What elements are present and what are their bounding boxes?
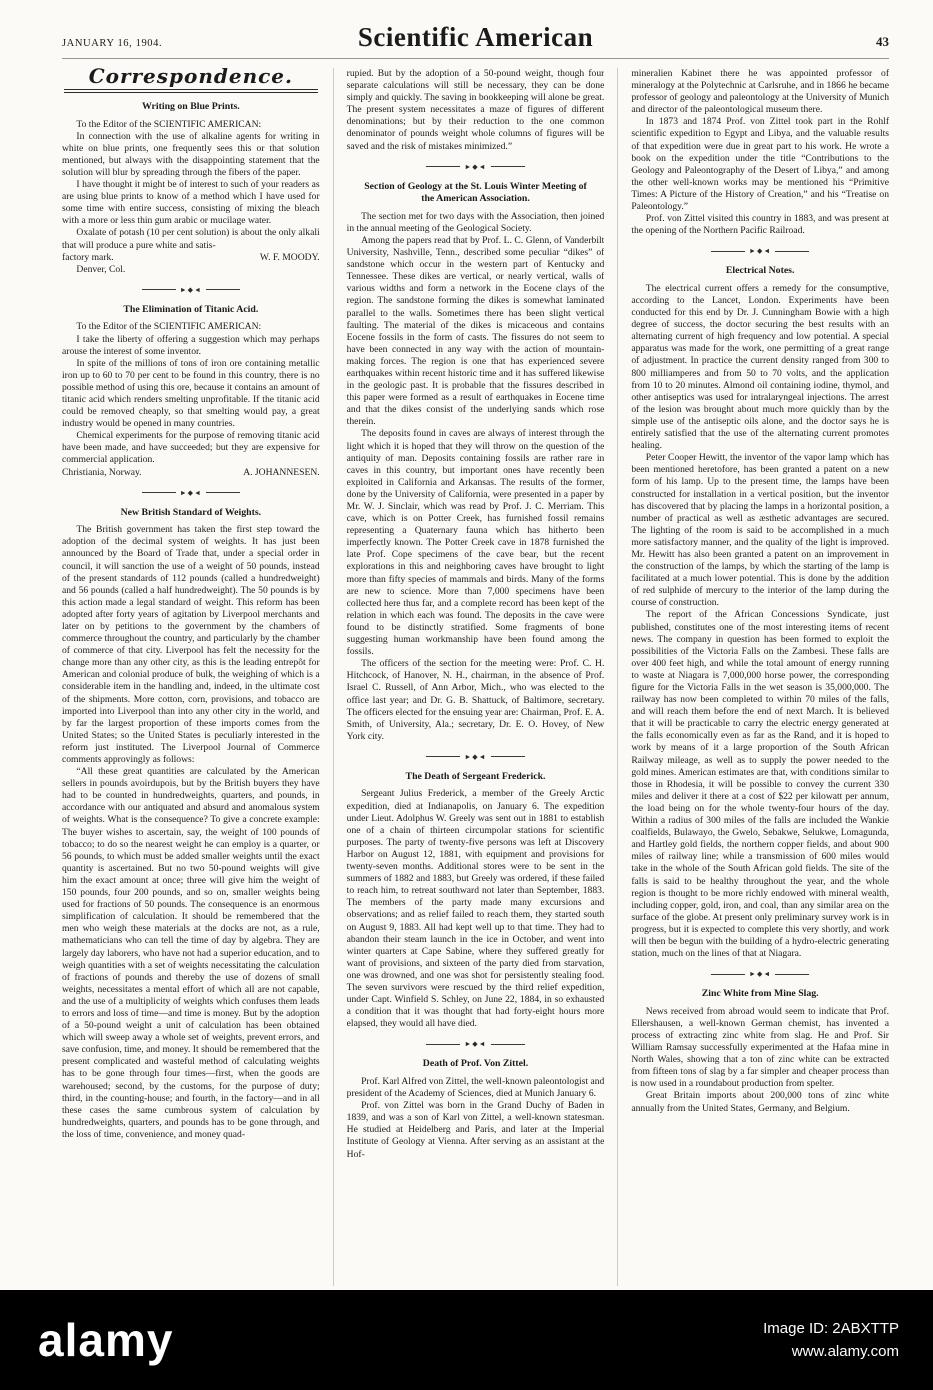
signature-line	[62, 252, 320, 264]
paragraph: The electrical current offers a remedy for the consumptive, according to the Lancet, London. Experiments have been conducted for this end by Dr. J. Cunningham Bowie with a high degree of success, the doctor securing the best results with an alternating current of high frequency and low potential. A special apparatus was made for the work, one permitting of a great range of adjustment. In practice the current density ranged from 300 to 800 milliamperes and from 50 to 70 volts, and the application from 10 to 20 minutes. Almond oil containing iodine, thymol, and other antiseptics was used for intralaryngeal injections. The arrest of the lesion was brought about much more quickly than by the simple use of the antiseptic oils alone, and the doctor says he is entirely satisfied that the use of the alternating current promotes healing.	[631, 282, 889, 452]
article-heading: Electrical Notes.	[725, 265, 795, 277]
signature-line	[62, 467, 320, 479]
article-heading: New British Standard of Weights.	[120, 506, 262, 518]
paragraph: To the Editor of the SCIENTIFIC AMERICAN:	[76, 118, 262, 130]
columns	[62, 68, 889, 1286]
divider-line	[142, 492, 176, 493]
correspondence-title: Correspondence.	[88, 68, 293, 88]
paragraph: In 1873 and 1874 Prof. von Zittel took part in the Rohlf scientific expedition to Egypt and Libya, and the valuable results of that expedition were due in great part to his work. He wrote a book on the expedition under the title “Contributions to the Geology and Paleontography of the Desert of Libya,” and among the other well-known works may be mentioned his “Primitive Times: A Picture of the History of Creation,” and his “Treatise on Paleontology.”	[631, 116, 889, 213]
issue-date: JANUARY 16, 1904.	[62, 38, 163, 49]
divider-glyph-icon: ►◆◄	[179, 488, 202, 497]
divider-glyph-icon: ►◆◄	[464, 1040, 487, 1049]
paragraph: Great Britain imports about 200,000 tons of zinc white annually from the United States, Germany, and Belgium.	[631, 1090, 889, 1114]
divider-line	[206, 492, 240, 493]
divider-glyph-icon: ►◆◄	[464, 162, 487, 171]
paragraph: “All these great quantities are calculated by the American sellers in pounds avoirdupois, but by the British buyers they have had to be counted in hundredweights, quarters, and pounds, in accordance with our antiquated and absurd and anomalous system of weights. What is the consequence? To give a concrete example: The buyer wishes to ascertain, say, the weight of 100 pounds of tobacco; to do so the nearest weight he can employ is a quarter, or 56 pounds, to which must be added smaller weights until the exact quantity is ascertained. But no two 50-pound weights will give him the exact amount at once; three will give him the weight of 150 pounds, four 200 pounds, and so on, smaller weights being used for fractions of 50 pounds. The consequence is an enormous simplification of calculation. It should be remembered that the men who weigh these materials at the docks are not, as a rule, mathematicians who can tell the time of day by algebra. They are largely day laborers, who have not had a superior education, and to weigh quantities with a set of weights necessitating the calculation of fractions of pounds and thereby the use of dozens of small weights, necessitates a mental effort of which all are not capable, and the use of a multiplicity of weights which confuses them leads to errors and loss of time—and time is money. But by the adoption of a 50-pound weight a unit of calculation has been obtained which will sweep away a whole set of weights, prevent errors, and save confusion, time, and money. It should be remembered that the present complicated and wasteful method of calculating weights has to be gone through four times—first, when the goods are warehoused; second, by the customs, for the purpose of duty; third, in the counting-house; and fourth, in the factory—and in all these cases the same cumbrous system of calculation by hundredweights, quarters, and pounds has to be gone through, and the loss of time, convenience, and money quad-	[62, 766, 320, 1140]
article-heading: Writing on Blue Prints.	[141, 101, 240, 113]
article-divider-ornament	[347, 1038, 605, 1050]
paragraph: Oxalate of potash (10 per cent solution) is about the only alkali that will produce a pure white and satis-	[62, 227, 320, 251]
double-rule	[64, 89, 318, 93]
paragraph: The section met for two days with the Association, then joined in the annual meeting of the Geological Society.	[346, 210, 605, 234]
paragraph: Peter Cooper Hewitt, the inventor of the vapor lamp which has been mentioned heretofore, has been granted a patent on a new form of his lamp. Up to the present time, the lamps have been constructed for installation in a vertical position, but the inventor has discovered that by placing the lamps in a horizontal position, a number of practical as well as æsthetic advantages are secured. The lighting of the room is said to be accomplished in a much more satisfactory manner, and the quality of the light is improved. Mr. Hewitt has also been granted a patent on an improvement in the construction of the lamps, by which the starting of the lamp is facilitated at a much lower potential. This is done by the addition of red sulphide of mercury to the interior of the lamp during the course of construction.	[631, 452, 889, 609]
column-1	[62, 68, 320, 1286]
divider-line	[426, 1044, 460, 1045]
column-2	[333, 68, 605, 1286]
article-divider-ornament	[347, 161, 605, 173]
paragraph: Chemical experiments for the purpose of removing titanic acid have been made, and have succeeded; but they are expensive for commercial application.	[62, 430, 320, 466]
article-divider-ornament	[62, 284, 320, 296]
watermark-bar	[0, 1290, 933, 1390]
divider-line	[711, 251, 745, 252]
header-rule	[62, 58, 889, 59]
journal-title: Scientific American	[357, 22, 594, 52]
paragraph: News received from abroad would seem to indicate that Prof. Ellershausen, a well-known German chemist, has invented a process of extracting zinc white from slag. He and Prof. Sir William Ramsay successfully experimented at the Hafaa mine in North Wales, showing that a ton of zinc white can be extracted from fifteen tons of slag by a far simpler and cheaper process than is now used in a roundabout production from spelter.	[631, 1005, 889, 1090]
signature-right: W. F. MOODY.	[259, 251, 320, 263]
paragraph: Denver, Col.	[76, 263, 126, 275]
divider-glyph-icon: ►◆◄	[749, 247, 772, 256]
divider-line	[426, 756, 460, 757]
paragraph: mineralien Kabinet there he was appointed professor of mineralogy at the Polytechnic at Carlsruhe, and in 1866 he became professor of geology and paleontology at the University of Munich and director of the paleontological museum there.	[631, 68, 889, 116]
article-heading: Zinc White from Mine Slag.	[701, 988, 819, 1000]
column-3	[617, 68, 889, 1286]
alamy-logo: alamy	[38, 1314, 174, 1366]
divider-line	[775, 251, 809, 252]
watermark-url: www.alamy.com	[791, 1343, 899, 1360]
article-heading: The Elimination of Titanic Acid.	[123, 303, 259, 315]
paragraph: I have thought it might be of interest to such of your readers as are using blue prints to know of a method which I have used for some time with entire success, consisting of mixing the bleach with a more or less thin gum arabic or mucilage water.	[62, 179, 320, 227]
paragraph: Sergeant Julius Frederick, a member of the Greely Arctic expedition, died at Indianapolis, on January 6. The expedition under Lieut. Adolphus W. Greely was sent out in 1881 to establish one of a chain of thirteen circumpolar stations for scientific purposes. The party of twenty-five persons was left at Discovery Harbor on August 12, 1881, with equipment and provisions for twenty-seven months. Additional stores were to be sent in the summers of 1882 and 1883, but Greely was ordered, if these failed to reach him, to retreat southward not later than September, 1883. The members of the party made many excursions and observations; and as relief failed to reach them, they started south on August 9, 1883. All had kept well up to that time. They had to abandon their steam launch in the ice in October, and went into winter quarters at Cape Sabine, where they suffered greatly for want of provisions, and sixteen of the party died from starvation, one was drowned, and one was shot for persistently stealing food. The seven survivors were rescued by the third relief expedition, under Capt. Winfield S. Schley, on June 22, 1884, in so exhausted a condition that it was thought that had forty-eight hours more elapsed, they would all have died.	[346, 788, 605, 1030]
divider-glyph-icon: ►◆◄	[749, 970, 772, 979]
divider-line	[711, 974, 745, 975]
paragraph: Among the papers read that by Prof. L. C. Glenn, of Vanderbilt University, Nashville, Tenn., described some peculiar “dikes” of sandstone which occur in the western part of Kentucky and Tennessee. These dikes are vertical, or nearly vertical, walls of various widths and form a network in the Eocene clays of the region. The sandstone forming the dikes is somewhat laminated parallel to the walls. Sometimes there has been slight vertical faulting. The material of the dikes is micaceous and contains Eocene fossils in the form of casts. The fissures do not seem to have been connected in any way with the action of mountain-making forces. The region is one that has experienced severe earthquakes within recent historic time and it has suffered likewise in the geologic past. It is probable that the fissures described in this paper were formed as a result of earthquakes in Eocene time and that the dikes consist of the underlying sands which rose therein.	[346, 234, 605, 428]
article-divider-ornament	[62, 487, 320, 499]
signature-left: factory mark.	[62, 251, 114, 263]
paragraph: I take the liberty of offering a suggestion which may perhaps arouse the interest of some inventor.	[62, 333, 320, 357]
article-divider-ornament	[631, 245, 889, 257]
article-divider-ornament	[347, 751, 605, 763]
divider-glyph-icon: ►◆◄	[464, 752, 487, 761]
signature-right: A. JOHANNESEN.	[243, 466, 320, 478]
watermark-info	[763, 1317, 899, 1363]
divider-line	[491, 756, 525, 757]
paragraph: The British government has taken the first step toward the adoption of the decimal system of weights. It has just been announced by the Board of Trade that, under a special order in council, it will sanction the use of a weight of 50 pounds, instead of the present standards of 112 pounds (called a hundredweight) and 56 pounds (called a half hundredweight). The 50 pounds is by this action made a legal standard of weight. This reform has been adopted after forty years of agitation by Liverpool merchants and later on by petitions to the government by the chambers of commerce throughout the country, and particularly by the chamber of commerce of that city. Liverpool has felt the necessity for the change more than any other city, as this is the leading entrepôt for American and colonial produce of bulk, the weighing of which is a considerable item in the handling and, indeed, in the ultimate cost of the shipments. More cotton, corn, provisions, and tobacco are imported into Liverpool than into any other city in the world, and by far the largest proportion of these imports comes from the United States; so the United States is peculiarly interested in the reform just instituted. The Liverpool Journal of Commerce comments approvingly as follows:	[62, 524, 320, 765]
paragraph: The officers of the section for the meeting were: Prof. C. H. Hitchcock, of Hanover, N. H., chairman, in the absence of Prof. Israel C. Russell, of Ann Arbor, Mich., who was elected to the office last year; and Dr. G. B. Shattuck, of Baltimore, secretary. The officers elected for the ensuing year are: Chairman, Prof. E. A. Smith, of University, Ala.; secretary, Dr. E. O. Hovey, of New York city.	[346, 658, 605, 742]
watermark-image-id: Image ID: 2ABXTTP	[763, 1320, 899, 1337]
correspondence-section-head	[62, 70, 320, 93]
divider-line	[142, 289, 176, 290]
divider-line	[775, 974, 809, 975]
paragraph: The deposits found in caves are always of interest through the light which it is hoped that they will throw on the question of the antiquity of man. Deposits containing fossils are rather rare in caves in this country, but important ones have recently been exploited in California and Arkansas. The results of the former, done by the University of California, were presented in a paper by Mr. W. J. Sinclair, which was read by Prof. J. C. Merriam. This cave, which is on Potter Creek, has furnished fossil remains representing a Quaternary fauna which has hitherto been imperfectly known. The Potter Creek cave in 1878 furnished the late Prof. Cope specimens of the cave bear, but the recent explorations in this and neighboring caves have brought to light more than fifty species of mammals and birds. Many of the forms are new to science. More than 7,000 specimens have been collected here thus far, and a complete record has been kept of the relation in which each was found. The deposits in the cave were found to be distinctly stratified. Some fragments of bone suggesting human workmanship have been found among the fossils.	[346, 428, 605, 658]
article-heading: Death of Prof. Von Zittel.	[422, 1058, 529, 1070]
paragraph: rupied. But by the adoption of a 50-pound weight, though four separate calculations will still be necessary, they can be done simply and quickly. The saving in bookkeeping will alone be great. The present system necessitates a maze of figures of different denominations; but by their reduction to the one common denominator of pounds weight whole columns of figures will be saved and the risk of mistakes minimized.”	[346, 68, 605, 152]
page-number: 43	[876, 34, 889, 49]
page-header	[62, 22, 889, 53]
article-heading: The Death of Sergeant Frederick.	[405, 770, 546, 782]
divider-glyph-icon: ►◆◄	[179, 285, 202, 294]
paragraph: Prof. von Zittel visited this country in 1883, and was present at the opening of the Northern Pacific Railroad.	[631, 213, 889, 237]
paragraph: To the Editor of the SCIENTIFIC AMERICAN:	[76, 321, 262, 333]
paragraph: Prof. von Zittel was born in the Grand Duchy of Baden in 1839, and was a son of Karl von Zittel, a well-known statesman. He studied at Heidelberg and Paris, and later at the Imperial Institute of Geology at Vienna. After serving as an assistant at the Hof-	[346, 1100, 605, 1160]
paragraph: In connection with the use of alkaline agents for writing in white on blue prints, one frequently sees this or that solution mentioned, but always with the disappointing statement that the solution will blur by spreading through the fibers of the paper.	[62, 130, 320, 178]
signature-left: Christiania, Norway.	[62, 466, 142, 478]
paragraph: Prof. Karl Alfred von Zittel, the well-known paleontologist and president of the Academy of Sciences, died at Munich January 6.	[346, 1075, 605, 1100]
divider-line	[206, 289, 240, 290]
divider-line	[491, 1044, 525, 1045]
article-divider-ornament	[631, 968, 889, 980]
divider-line	[491, 166, 525, 167]
paragraph: In spite of the millions of tons of iron ore containing metallic iron up to 60 to 70 per cent to be found in this country, there is no possible method of using this ore, because it contains an amount of titanic acid which renders smelting unprofitable. If the titanic acid could be removed cheaply, so that smelting would pay, a great industry would be opened in many countries.	[62, 357, 320, 430]
paragraph: The report of the African Concessions Syndicate, just published, constitutes one of the most interesting items of recent news. The company in question has been formed to exploit the possibilities of the Victoria Falls on the Zambesi. These falls are over 400 feet high, and while the total amount of energy running to waste at Niagara is 7,000,000 horse power, the corresponding figure for the Victoria Falls in the wet season is 35,000,000. The railway has now been completed to within 70 miles of the falls, and will reach them before the end of next March. It is believed that it will be practicable to carry the electric energy generated at the falls economically even as far as the Rand, and it is hoped to work by means of it a large proportion of the South African Railway mileage, as well as to supply the power needed to the gold mines. American estimates are that, with conditions similar to those in Rhodesia, it will be possible to convey the current 330 miles and deliver it there at a cost of $22 per kilowatt per annum, the load being on for the whole twenty-four hours of the day. Within a radius of 300 miles of the falls are included the Wankie coalfields, Bulawayo, the Gwelo, Sebakwe, Selukwe, Lomagunda, and Hartley gold fields, the northern copper fields, and about 900 miles of railway line; while a transmission of 600 miles would take in the whole of the South African gold fields. The site of the falls is said to be healthy throughout the year, and the whole region is thought to be more richly endowed with mineral wealth, including copper, gold, iron, and coal, than any similar area on the surface of the globe. At present only preliminary survey work is in progress, but it is expected to complete this very shortly, and work will then be begun with the building of a hydro-electric generating station, much on the lines of that at Niagara.	[631, 609, 889, 960]
divider-line	[426, 166, 460, 167]
article-heading: Section of Geology at the St. Louis Winter Meeting of the American Association.	[364, 180, 587, 205]
